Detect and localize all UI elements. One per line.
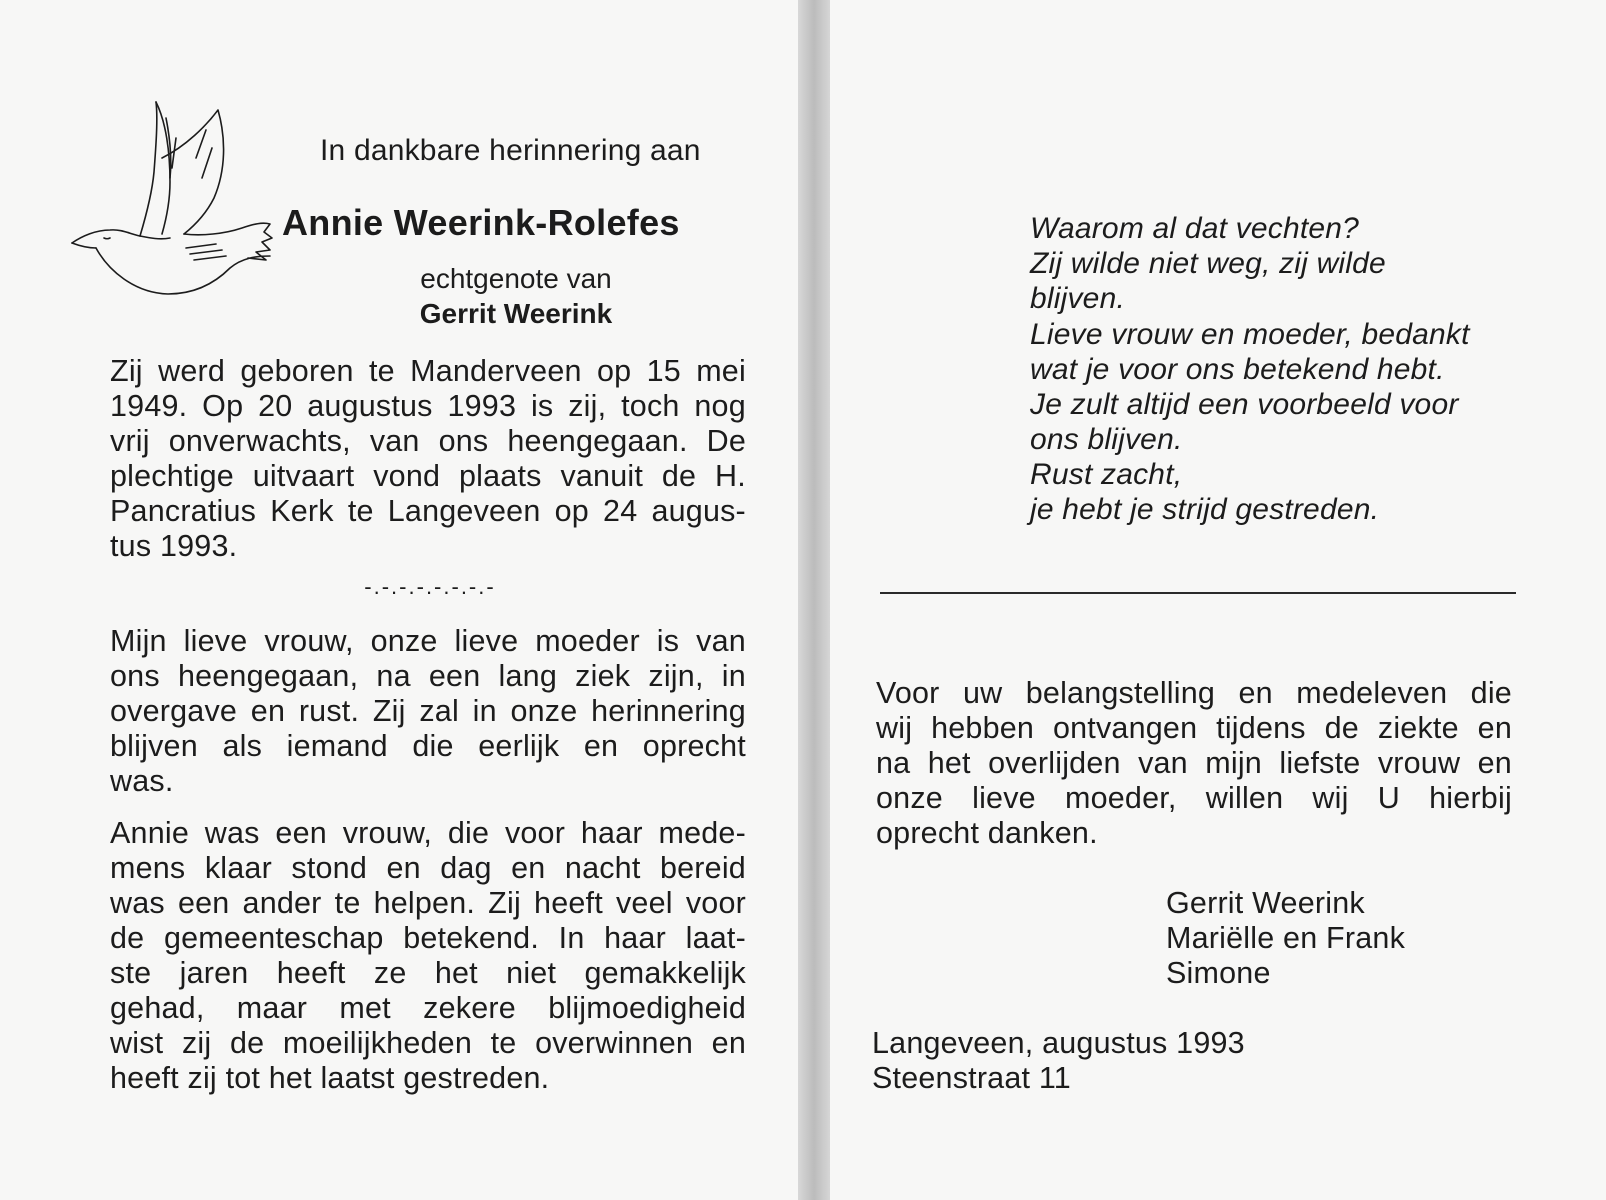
divider-line [880,592,1516,594]
paragraph-line: was. [110,764,174,798]
bio-line: vrij onverwachts, van ons heengegaan. De [110,424,746,458]
poem-line: Waarom al dat vechten? [1030,212,1360,245]
signatory: Simone [1166,956,1271,990]
poem-line: ons blijven. [1030,423,1183,456]
paragraph-line: Mijn lieve vrouw, onze lieve moeder is van [110,624,746,658]
paragraph-line: blijven als iemand die eerlijk en oprecht [110,729,746,763]
paragraph-line: was een ander te helpen. Zij heeft veel voor [110,886,746,920]
bio-line: 1949. Op 20 augustus 1993 is zij, toch nog [110,389,746,423]
relation-label: echtgenote van [420,263,612,294]
poem-line: Je zult altijd een voorbeeld voor [1030,388,1459,421]
poem-line: Lieve vrouw en moeder, bedankt [1030,318,1470,351]
intro-text: In dankbare herinnering aan [320,134,701,167]
thanks-line: wij hebben ontvangen tijdens de ziekte en [876,711,1512,745]
poem-line: je hebt je strijd gestreden. [1030,493,1380,526]
spouse-name: Gerrit Weerink [419,298,613,329]
paragraph-line: wist zij de moeilijkheden te overwinnen en [110,1026,746,1060]
thanks-line: Voor uw belangstelling en medeleven die [876,676,1512,710]
paragraph-line: gehad, maar met zekere blijmoedigheid [110,991,746,1025]
bio-line: Zij werd geboren te Manderveen op 15 mei [110,354,746,388]
bio-line: Pancratius Kerk te Langeveen op 24 augus- [110,494,746,528]
paragraph-line: Annie was een vrouw, die voor haar mede- [110,816,746,850]
card-gutter [798,0,830,1200]
separator: -.-.-.-.-.-.-.- [364,574,496,599]
thanks-line: oprecht danken. [876,816,1098,850]
left-card [0,0,798,1200]
poem-line: Zij wilde niet weg, zij wilde [1030,247,1386,280]
right-card [830,0,1606,1200]
paragraph-line: mens klaar stond en dag en nacht bereid [110,851,746,885]
bio-line: plechtige uitvaart vond plaats vanuit de H. [110,459,746,493]
bio-line: tus 1993. [110,529,238,563]
paragraph-line: overgave en rust. Zij zal in onze herinnering [110,694,746,728]
poem-line: wat je voor ons betekend hebt. [1030,353,1445,386]
deceased-name: Annie Weerink-Rolefes [282,202,680,243]
place-date: Langeveen, augustus 1993 [872,1026,1245,1060]
poem-line: Rust zacht, [1030,458,1183,491]
paragraph-line: heeft zij tot het laatst gestreden. [110,1061,550,1095]
signatory: Mariëlle en Frank [1166,921,1406,955]
thanks-line: onze lieve moeder, willen wij U hierbij [876,781,1512,815]
paragraph-line: ste jaren heeft ze het niet gemakkelijk [110,956,746,990]
signatory: Gerrit Weerink [1166,886,1365,920]
thanks-line: na het overlijden van mijn liefste vrouw en [876,746,1512,780]
paragraph-line: de gemeenteschap betekend. In haar laat- [110,921,746,955]
poem-line: blijven. [1030,282,1125,315]
paragraph-line: ons heengegaan, na een lang ziek zijn, in [110,659,746,693]
dove-icon [66,98,276,308]
address: Steenstraat 11 [872,1061,1071,1095]
